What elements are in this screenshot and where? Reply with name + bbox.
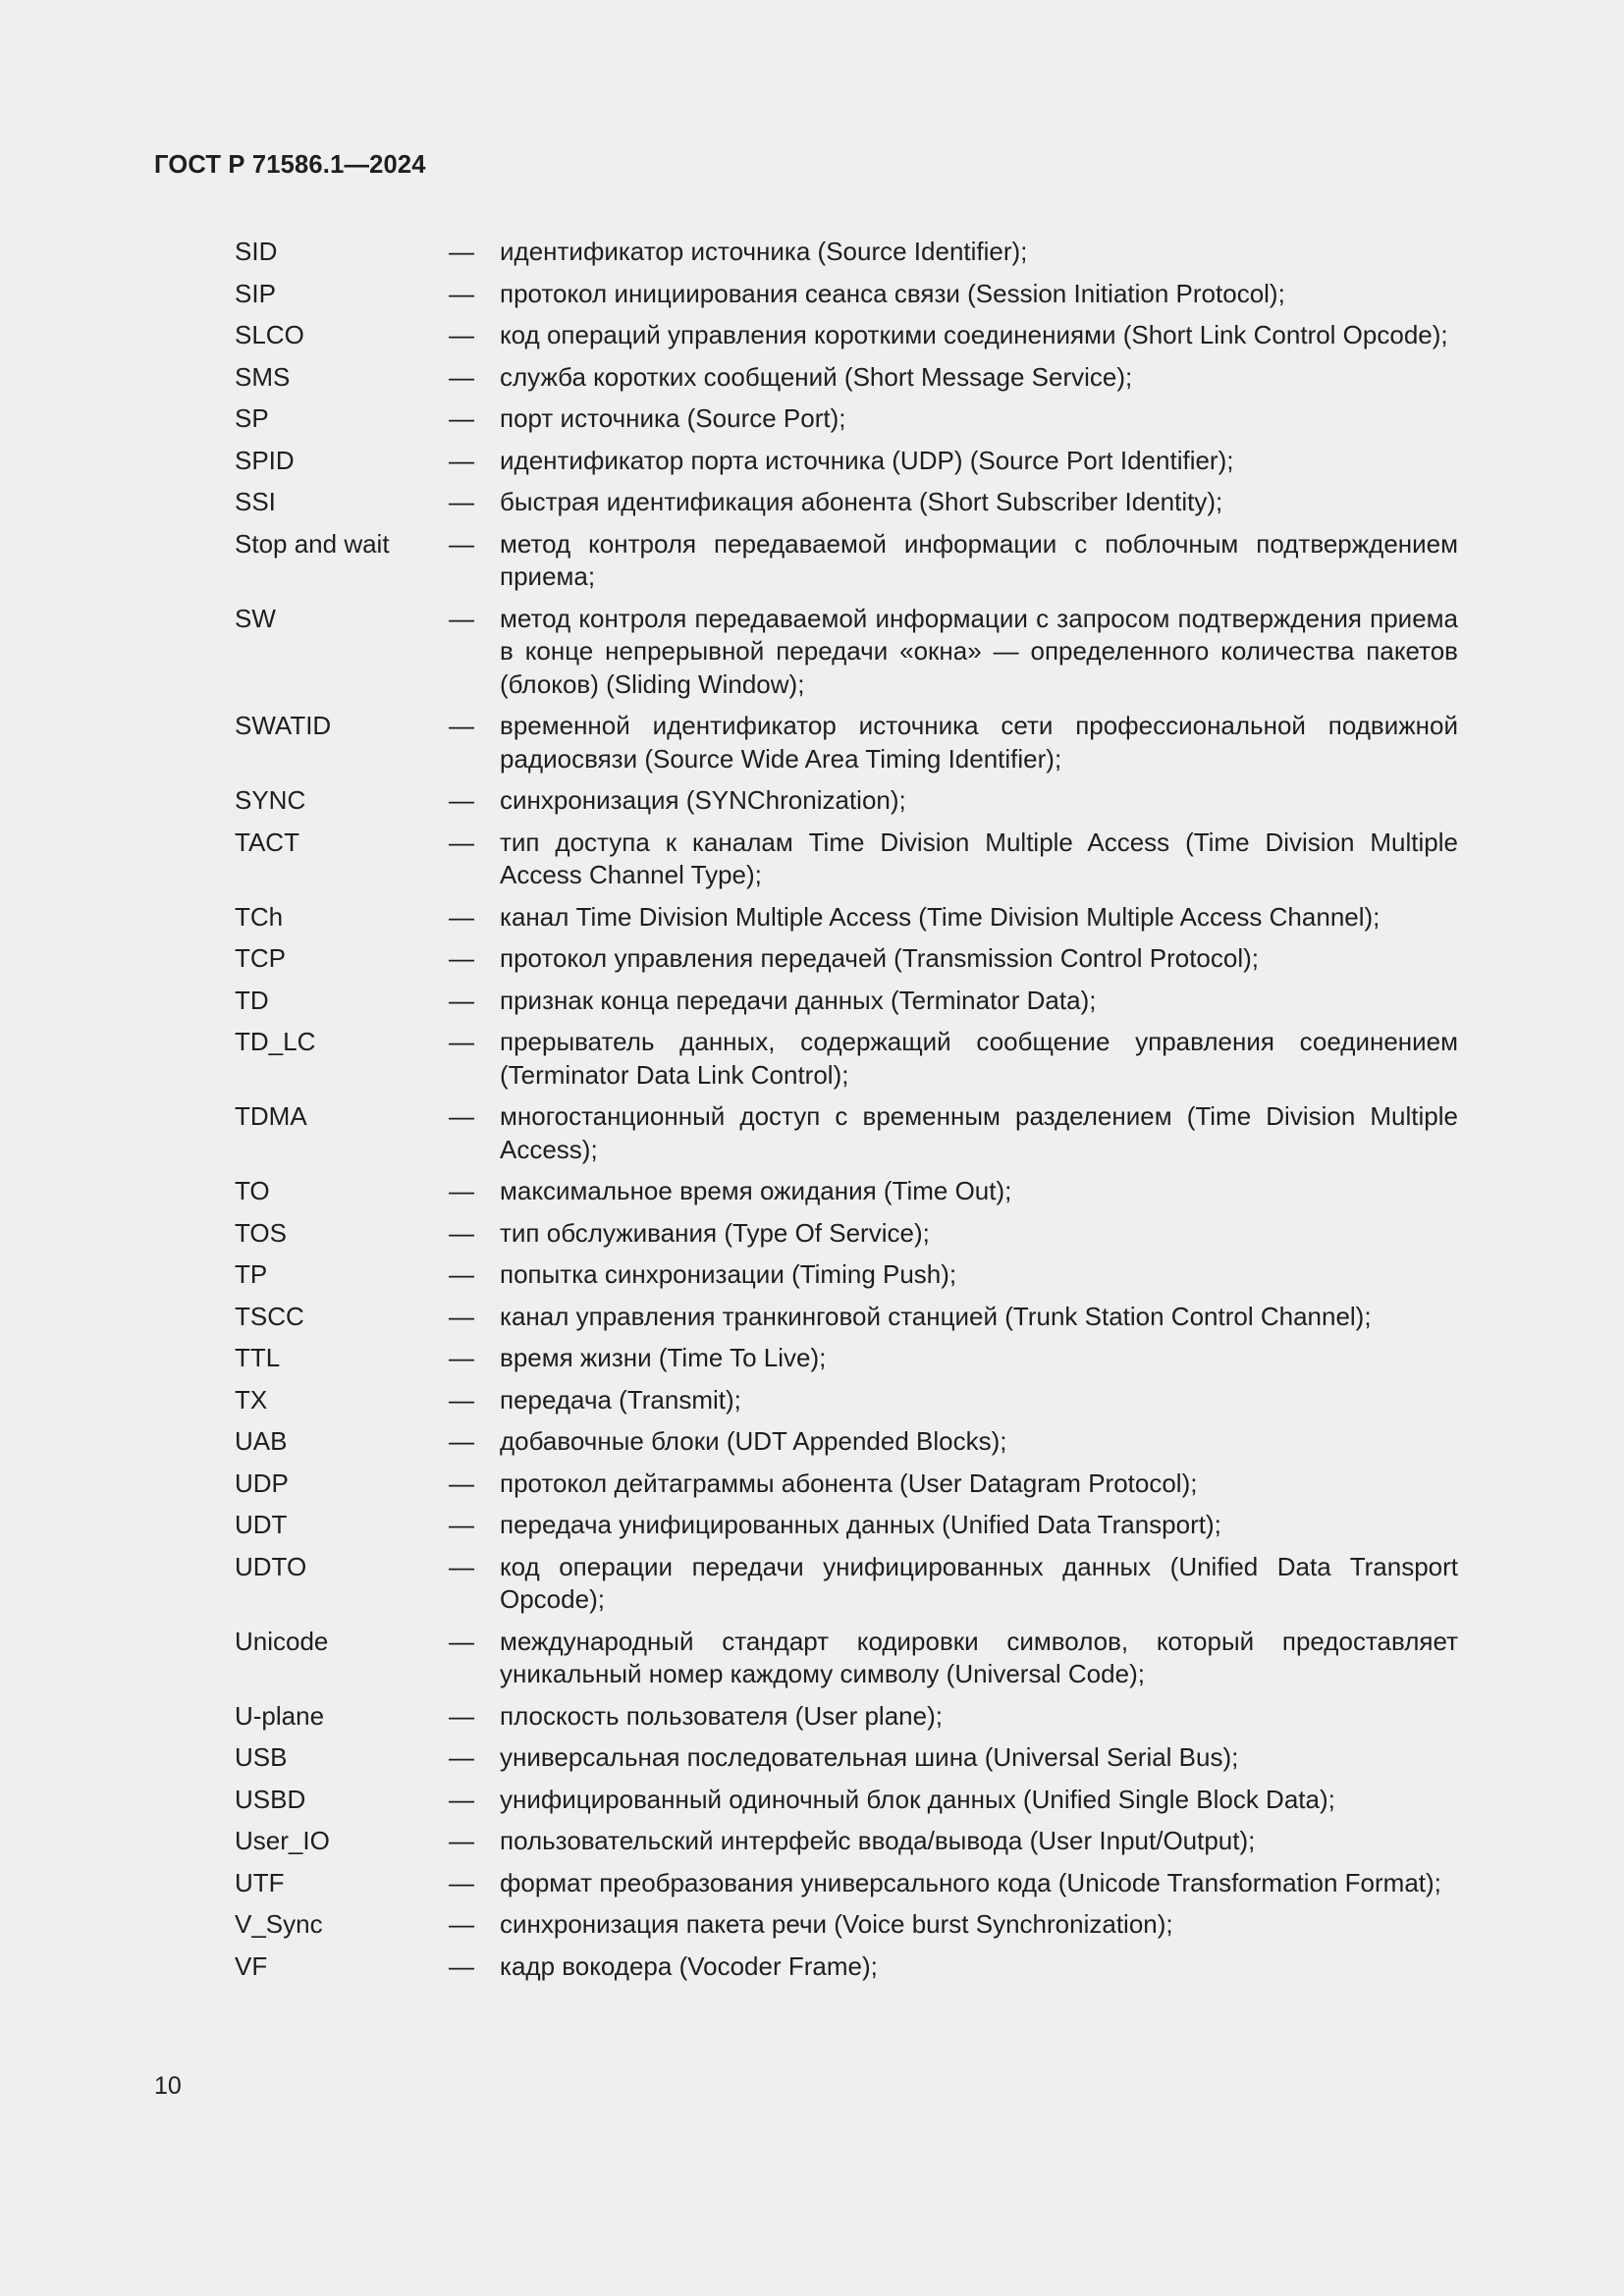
abbreviation-entry (235, 1784, 1458, 1817)
abbreviation-term: SIP (235, 278, 276, 308)
abbreviation-term: UDT (235, 1510, 288, 1539)
abbreviation-term: SSI (235, 487, 276, 516)
em-dash-separator: — (449, 901, 474, 932)
abbreviation-entry (235, 319, 1458, 352)
em-dash-separator: — (449, 1027, 474, 1056)
abbreviation-entry (235, 1468, 1458, 1501)
abbreviation-description: добавочные блоки (UDT Appended Blocks); (500, 1426, 1007, 1456)
abbreviation-entry (235, 402, 1458, 436)
abbreviation-term: TD (235, 985, 269, 1015)
abbreviation-description: время жизни (Time To Live); (500, 1343, 827, 1372)
abbreviation-entry (235, 236, 1458, 269)
abbreviation-term: SID (235, 237, 278, 266)
abbreviation-term: TCh (235, 901, 284, 932)
abbreviation-term: SPID (235, 445, 295, 475)
abbreviation-term: TCP (235, 943, 286, 973)
abbreviation-entry (235, 1509, 1458, 1542)
abbreviation-term: TSCC (235, 1301, 304, 1331)
abbreviation-description: тип обслуживания (Type Of Service); (500, 1217, 930, 1248)
abbreviation-description: пользовательский интерфейс ввода/вывода (User Input/Output); (500, 1826, 1256, 1855)
abbreviation-term: UDTO (235, 1551, 307, 1581)
abbreviation-description: код операции передачи унифицированных данных (Unified Data Transport Opcode); (500, 1551, 1458, 1614)
abbreviation-term: VF (235, 1950, 268, 1981)
em-dash-separator: — (449, 1784, 474, 1814)
abbreviation-description: метод контроля передаваемой информации с поблочным подтверждением приема; (500, 528, 1458, 591)
abbreviation-description: канал управления транкинговой станцией (Trunk Station Control Channel); (500, 1301, 1372, 1331)
abbreviation-description: быстрая идентификация абонента (Short Subscriber Identity); (500, 487, 1223, 516)
abbreviation-term: U-plane (235, 1700, 325, 1731)
abbreviation-description: унифицированный одиночный блок данных (Unified Single Block Data); (500, 1784, 1335, 1814)
abbreviation-term: TD_LC (235, 1027, 316, 1056)
abbreviation-description: прерыватель данных, содержащий сообщение управления соединением (Terminator Data Link Control); (500, 1027, 1458, 1090)
em-dash-separator: — (449, 785, 474, 815)
abbreviation-description: тип доступа к каналам Time Division Multiple Access (Time Division Multiple Access Channel Type); (500, 827, 1458, 889)
abbreviation-description: признак конца передачи данных (Terminator Data); (500, 985, 1097, 1015)
em-dash-separator: — (449, 1426, 474, 1456)
abbreviation-entry (235, 1700, 1458, 1734)
document-header: ГОСТ Р 71586.1—2024 (154, 151, 426, 179)
abbreviation-description: передача (Transmit); (500, 1384, 741, 1415)
page-number: 10 (154, 2072, 182, 2100)
abbreviation-entry (235, 361, 1458, 395)
abbreviation-entry (235, 1301, 1458, 1334)
abbreviation-description: идентификатор порта источника (UDP) (Source Port Identifier); (500, 445, 1234, 475)
abbreviation-entry (235, 1950, 1458, 1984)
abbreviation-entry (235, 1258, 1458, 1292)
abbreviation-term: User_IO (235, 1826, 330, 1855)
abbreviation-term: Stop and wait (235, 528, 390, 559)
abbreviation-term: SMS (235, 361, 291, 392)
abbreviation-entry (235, 603, 1458, 702)
abbreviation-term: USBD (235, 1784, 306, 1814)
abbreviation-description: порт источника (Source Port); (500, 403, 846, 433)
em-dash-separator: — (449, 1867, 474, 1897)
em-dash-separator: — (449, 1551, 474, 1581)
abbreviation-term: SYNC (235, 785, 306, 815)
em-dash-separator: — (449, 1742, 474, 1772)
abbreviation-term: TX (235, 1384, 268, 1415)
em-dash-separator: — (449, 1384, 474, 1415)
abbreviation-term: UAB (235, 1426, 288, 1456)
abbreviation-description: синхронизация (SYNChronization); (500, 785, 906, 815)
em-dash-separator: — (449, 320, 474, 349)
abbreviation-entry (235, 1026, 1458, 1092)
em-dash-separator: — (449, 487, 474, 516)
em-dash-separator: — (449, 1259, 474, 1289)
em-dash-separator: — (449, 1626, 474, 1656)
abbreviation-entry (235, 486, 1458, 519)
abbreviation-term: TO (235, 1176, 270, 1205)
abbreviation-entry (235, 1908, 1458, 1942)
em-dash-separator: — (449, 528, 474, 559)
abbreviation-entry (235, 1626, 1458, 1691)
abbreviation-term: SWATID (235, 711, 332, 740)
abbreviation-description: идентификатор источника (Source Identifier); (500, 237, 1028, 266)
em-dash-separator: — (449, 985, 474, 1015)
abbreviation-term: TACT (235, 827, 299, 857)
abbreviation-term: USB (235, 1742, 288, 1772)
abbreviation-term: SW (235, 603, 276, 633)
abbreviation-entry (235, 1175, 1458, 1208)
abbreviation-term: SP (235, 403, 269, 433)
em-dash-separator: — (449, 403, 474, 433)
abbreviation-entry (235, 985, 1458, 1018)
abbreviation-entry (235, 1342, 1458, 1375)
em-dash-separator: — (449, 1101, 474, 1131)
abbreviation-entry (235, 1551, 1458, 1617)
em-dash-separator: — (449, 1176, 474, 1205)
abbreviation-entry (235, 827, 1458, 892)
abbreviation-entry (235, 528, 1458, 594)
abbreviation-description: попытка синхронизации (Timing Push); (500, 1259, 957, 1289)
abbreviation-term: UDP (235, 1468, 289, 1498)
abbreviation-description: служба коротких сообщений (Short Message Service); (500, 361, 1133, 392)
abbreviation-term: TTL (235, 1343, 281, 1372)
abbreviation-entry (235, 1425, 1458, 1459)
em-dash-separator: — (449, 278, 474, 308)
em-dash-separator: — (449, 1510, 474, 1539)
abbreviation-description: временной идентификатор источника сети профессиональной подвижной радиосвязи (Source Wide Area Timing Identifier); (500, 711, 1458, 774)
abbreviation-entry (235, 784, 1458, 818)
abbreviation-description: код операций управления короткими соединениями (Short Link Control Opcode); (500, 320, 1448, 349)
abbreviation-description: канал Time Division Multiple Access (Time Division Multiple Access Channel); (500, 901, 1380, 932)
abbreviation-entry (235, 1867, 1458, 1900)
em-dash-separator: — (449, 827, 474, 857)
abbreviation-description: синхронизация пакета речи (Voice burst Synchronization); (500, 1909, 1173, 1939)
abbreviation-entry (235, 1741, 1458, 1775)
abbreviation-list (235, 236, 1458, 1992)
abbreviation-entry (235, 1100, 1458, 1166)
abbreviation-entry (235, 278, 1458, 311)
abbreviation-entry (235, 901, 1458, 934)
abbreviation-description: передача унифицированных данных (Unified Data Transport); (500, 1510, 1221, 1539)
em-dash-separator: — (449, 1826, 474, 1855)
abbreviation-entry (235, 1384, 1458, 1417)
em-dash-separator: — (449, 1343, 474, 1372)
em-dash-separator: — (449, 1468, 474, 1498)
abbreviation-entry (235, 445, 1458, 478)
em-dash-separator: — (449, 1700, 474, 1731)
abbreviation-entry (235, 942, 1458, 976)
em-dash-separator: — (449, 711, 474, 740)
em-dash-separator: — (449, 445, 474, 475)
abbreviation-description: метод контроля передаваемой информации с запросом подтверждения приема в конце непрерывной передачи «окна» — определенного количества пакетов (блоков) (Sliding Window); (500, 603, 1458, 699)
abbreviation-term: TP (235, 1259, 268, 1289)
abbreviation-description: плоскость пользователя (User plane); (500, 1700, 943, 1731)
abbreviation-term: V_Sync (235, 1909, 323, 1939)
abbreviation-term: TOS (235, 1217, 287, 1248)
abbreviation-entry (235, 1217, 1458, 1251)
abbreviation-description: формат преобразования универсального кода (Unicode Transformation Format); (500, 1867, 1441, 1897)
abbreviation-description: протокол управления передачей (Transmission Control Protocol); (500, 943, 1259, 973)
abbreviation-term: Unicode (235, 1626, 329, 1656)
abbreviation-entry (235, 710, 1458, 775)
em-dash-separator: — (449, 943, 474, 973)
abbreviation-description: протокол инициирования сеанса связи (Session Initiation Protocol); (500, 278, 1285, 308)
abbreviation-description: универсальная последовательная шина (Universal Serial Bus); (500, 1742, 1239, 1772)
abbreviation-entry (235, 1825, 1458, 1858)
em-dash-separator: — (449, 1909, 474, 1939)
abbreviation-description: международный стандарт кодировки символов, который предоставляет уникальный номер каждому символу (Universal Code); (500, 1626, 1458, 1688)
abbreviation-description: кадр вокодера (Vocoder Frame); (500, 1950, 878, 1981)
em-dash-separator: — (449, 237, 474, 266)
abbreviation-term: UTF (235, 1867, 285, 1897)
abbreviation-description: максимальное время ожидания (Time Out); (500, 1176, 1012, 1205)
abbreviation-term: TDMA (235, 1101, 307, 1131)
abbreviation-description: протокол дейтаграммы абонента (User Datagram Protocol); (500, 1468, 1198, 1498)
abbreviation-term: SLCO (235, 320, 304, 349)
em-dash-separator: — (449, 361, 474, 392)
em-dash-separator: — (449, 1301, 474, 1331)
em-dash-separator: — (449, 603, 474, 633)
abbreviation-description: многостанционный доступ с временным разделением (Time Division Multiple Access); (500, 1101, 1458, 1164)
em-dash-separator: — (449, 1950, 474, 1981)
em-dash-separator: — (449, 1217, 474, 1248)
